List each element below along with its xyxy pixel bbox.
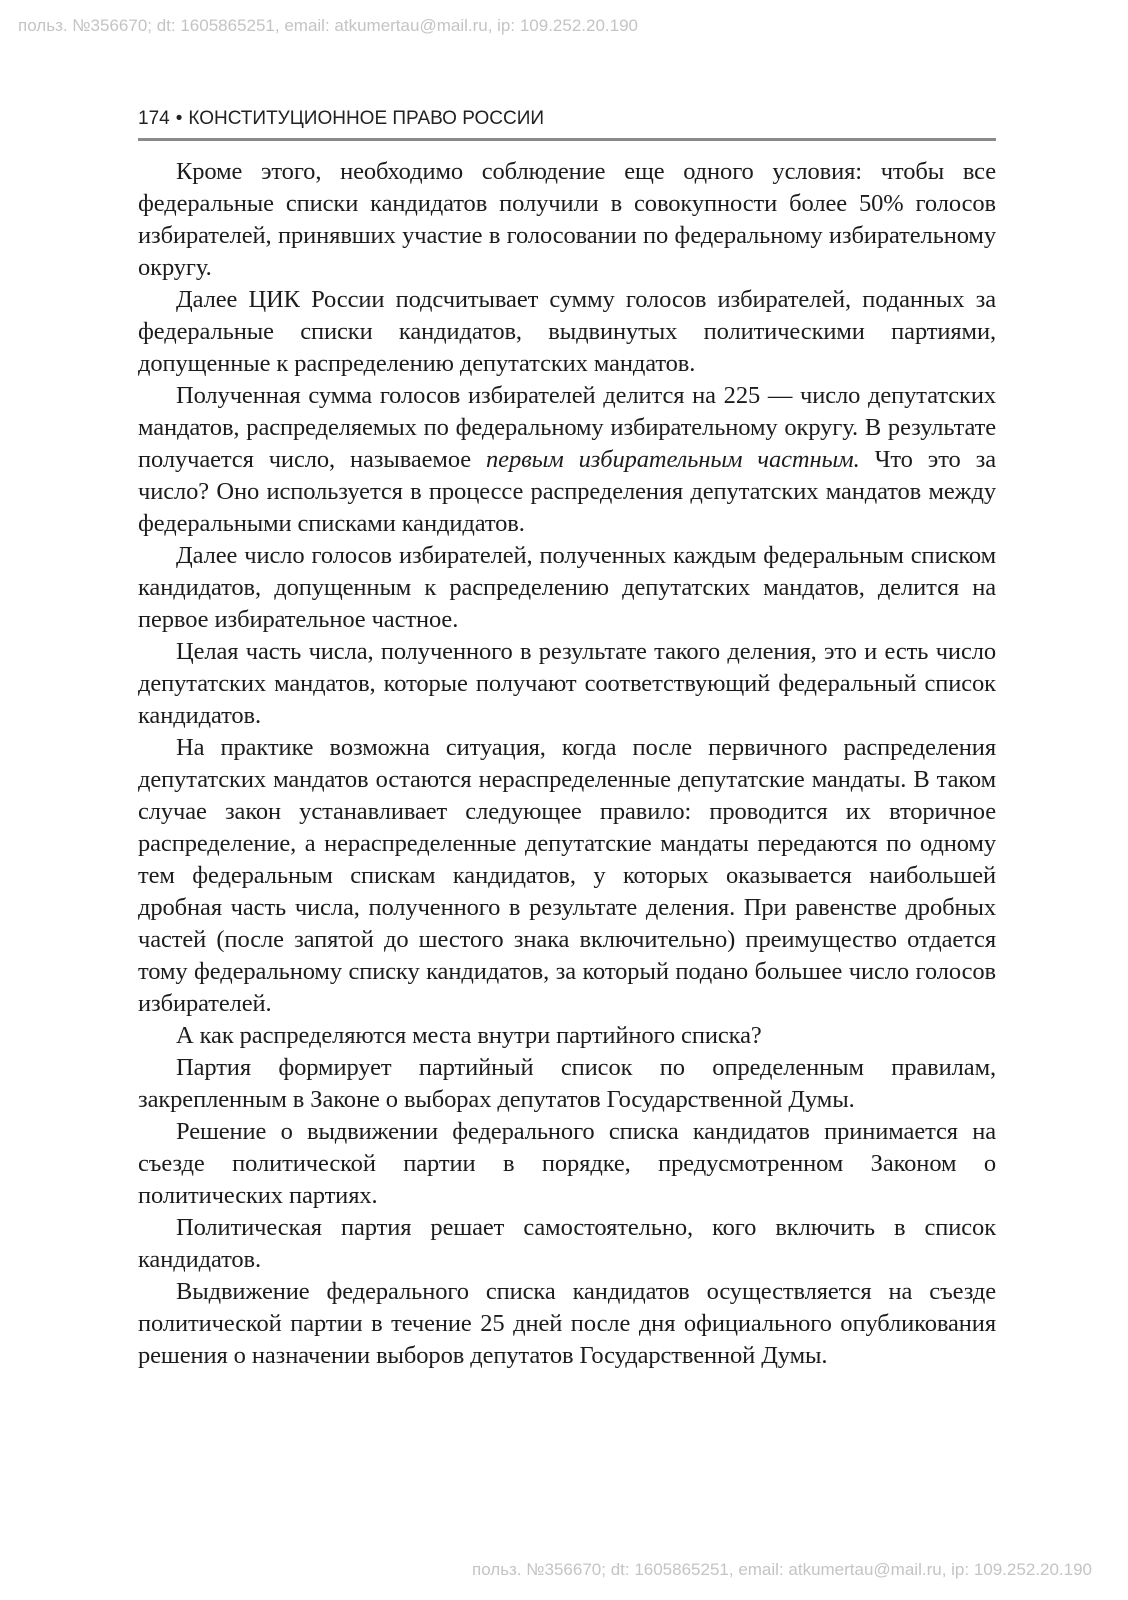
italic-term: первым избирательным частным. [486, 446, 860, 473]
watermark-bottom: польз. №356670; dt: 1605865251, email: atkumertau@mail.ru, ip: 109.252.20.190 [471, 1560, 1092, 1579]
page-body [138, 156, 996, 1372]
paragraph: Далее ЦИК России подсчитывает сумму голосов избирателей, поданных за федеральные списки кандидатов, выдвинутых политическими партиями, допущенные к распределению депутатских мандатов. [138, 286, 996, 377]
paragraph: Далее число голосов избирателей, полученных каждым федеральным списком кандидатов, допущенным к распределению депутатских мандатов, делится на первое избирательное частное. [138, 542, 996, 633]
paragraph: Выдвижение федерального списка кандидатов осуществляется на съезде политической партии в течение 25 дней после дня официального опубликования решения о назначении выборов депутатов Государственной Думы. [138, 1278, 996, 1369]
paragraph-text: Что это за число? Оно используется в процессе распределения депутатских мандатов между федеральными списками кандидатов. [138, 446, 996, 537]
page-number: 174 [138, 108, 170, 129]
watermark-top: польз. №356670; dt: 1605865251, email: atkumertau@mail.ru, ip: 109.252.20.190 [18, 16, 639, 35]
paragraph: Целая часть числа, полученного в результате такого деления, это и есть число депутатских мандатов, которые получают соответствующий федеральный список кандидатов. [138, 638, 996, 729]
book-title: КОНСТИТУЦИОННОЕ ПРАВО РОССИИ [188, 108, 545, 129]
paragraph [138, 380, 996, 540]
running-header [138, 106, 996, 141]
paragraph: Партия формирует партийный список по определенным правилам, закрепленным в Законе о выборах депутатов Государственной Думы. [138, 1054, 996, 1113]
paragraph-text: Полученная сумма голосов избирателей делится на 225 — число депутатских мандатов, распределяемых по федеральному избирательному округу. В результате получается число, называемое [138, 382, 996, 473]
paragraph: А как распределяются места внутри партийного списка? [176, 1022, 762, 1049]
header-separator: • [175, 108, 183, 129]
paragraph: Решение о выдвижении федерального списка кандидатов принимается на съезде политической партии в порядке, предусмотренном Законом о политических партиях. [138, 1118, 996, 1209]
paragraph: Кроме этого, необходимо соблюдение еще одного условия: чтобы все федеральные списки кандидатов получили в совокупности более 50% голосов избирателей, принявших участие в голосовании по федеральному избирательному округу. [138, 158, 996, 281]
paragraph: На практике возможна ситуация, когда после первичного распределения депутатских мандатов остаются нераспределенные депутатские мандаты. В таком случае закон устанавливает следующее правило: проводится их вторичное распределение, а нераспределенные депутатские мандаты передаются по одному тем федеральным спискам кандидатов, у которых оказывается наибольшей дробная часть числа, полученного в результате деления. При равенстве дробных частей (после запятой до шестого знака включительно) преимущество отдается тому федеральному списку кандидатов, за который подано большее число голосов избирателей. [138, 734, 996, 1017]
paragraph: Политическая партия решает самостоятельно, кого включить в список кандидатов. [138, 1214, 996, 1273]
